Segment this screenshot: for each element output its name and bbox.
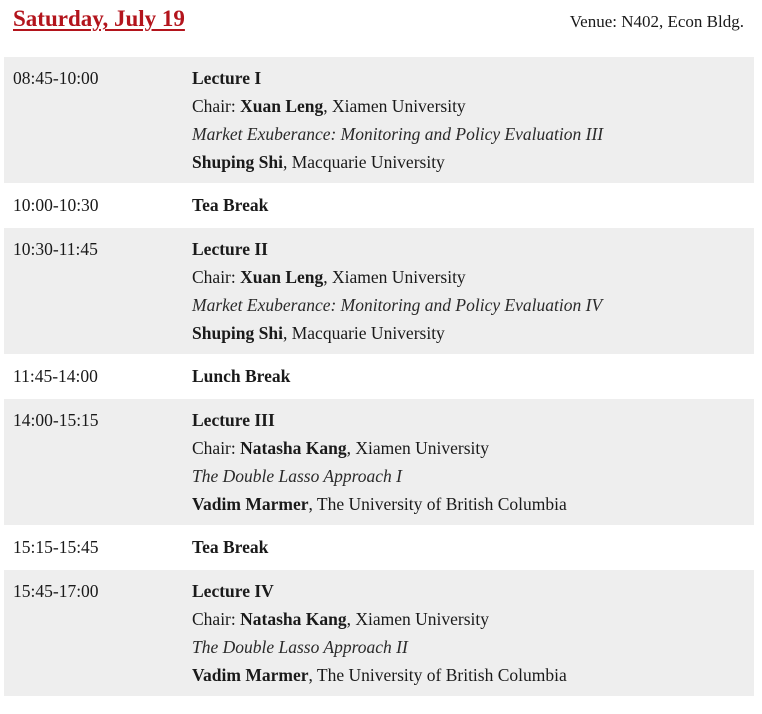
session-time: 14:00-15:15 xyxy=(13,410,99,430)
session-topic: Market Exuberance: Monitoring and Policy Evaluation III xyxy=(192,124,604,144)
session-title: Lecture III xyxy=(192,410,275,430)
schedule-table xyxy=(4,57,754,696)
speaker-name: Vadim Marmer xyxy=(192,494,309,514)
chair-affiliation: , Xiamen University xyxy=(346,438,490,458)
chair-name: Xuan Leng xyxy=(240,96,324,116)
session-topic: Market Exuberance: Monitoring and Policy Evaluation IV xyxy=(192,295,603,315)
session-details xyxy=(192,577,567,689)
session-time: 15:15-15:45 xyxy=(13,537,99,557)
session-details xyxy=(192,191,268,219)
session-row-lunch-break xyxy=(4,354,754,399)
speaker-name: Vadim Marmer xyxy=(192,665,309,685)
session-row-lecture-3 xyxy=(4,399,754,525)
session-title: Tea Break xyxy=(192,195,269,215)
session-time: 15:45-17:00 xyxy=(13,581,99,601)
session-title: Lecture I xyxy=(192,68,262,88)
speaker-name: Shuping Shi xyxy=(192,152,283,172)
chair-affiliation: , Xiamen University xyxy=(323,96,466,116)
chair-name: Natasha Kang xyxy=(240,609,347,629)
session-row-lecture-2 xyxy=(4,228,754,354)
day-title: Saturday, July 19 xyxy=(13,6,185,31)
chair-name: Natasha Kang xyxy=(240,438,347,458)
session-time: 08:45-10:00 xyxy=(13,68,99,88)
session-chair xyxy=(192,92,603,120)
session-title: Tea Break xyxy=(192,537,269,557)
speaker-affiliation: , Macquarie University xyxy=(282,152,445,172)
speaker-name: Shuping Shi xyxy=(192,323,283,343)
session-row-lecture-4 xyxy=(4,570,754,696)
session-chair xyxy=(192,263,602,291)
chair-name: Xuan Leng xyxy=(240,267,324,287)
session-speaker xyxy=(192,148,603,176)
session-speaker xyxy=(192,490,567,518)
session-topic: The Double Lasso Approach I xyxy=(192,466,402,486)
session-details xyxy=(192,362,290,390)
session-row-tea-break-1 xyxy=(4,183,754,228)
session-title: Lecture II xyxy=(192,239,268,259)
session-row-lecture-1 xyxy=(4,57,754,183)
session-speaker xyxy=(192,319,602,347)
session-topic: The Double Lasso Approach II xyxy=(192,637,408,657)
schedule-header xyxy=(0,0,762,52)
session-chair xyxy=(192,605,567,633)
session-details xyxy=(192,406,567,518)
session-title: Lunch Break xyxy=(192,366,291,386)
session-time: 10:00-10:30 xyxy=(13,195,99,215)
session-time: 10:30-11:45 xyxy=(13,239,98,259)
chair-prefix: Chair: xyxy=(192,96,241,116)
speaker-affiliation: , Macquarie University xyxy=(282,323,445,343)
session-details xyxy=(192,235,602,347)
venue-label: Venue: N402, Econ Bldg. xyxy=(569,12,744,31)
session-details xyxy=(192,533,268,561)
session-row-tea-break-2 xyxy=(4,525,754,570)
chair-affiliation: , Xiamen University xyxy=(323,267,466,287)
chair-prefix: Chair: xyxy=(192,438,241,458)
session-time: 11:45-14:00 xyxy=(13,366,98,386)
session-details xyxy=(192,64,603,176)
session-speaker xyxy=(192,661,567,689)
speaker-affiliation: , The University of British Columbia xyxy=(308,494,567,514)
session-title: Lecture IV xyxy=(192,581,274,601)
speaker-affiliation: , The University of British Columbia xyxy=(308,665,567,685)
chair-prefix: Chair: xyxy=(192,267,241,287)
chair-affiliation: , Xiamen University xyxy=(346,609,490,629)
session-chair xyxy=(192,434,567,462)
chair-prefix: Chair: xyxy=(192,609,241,629)
